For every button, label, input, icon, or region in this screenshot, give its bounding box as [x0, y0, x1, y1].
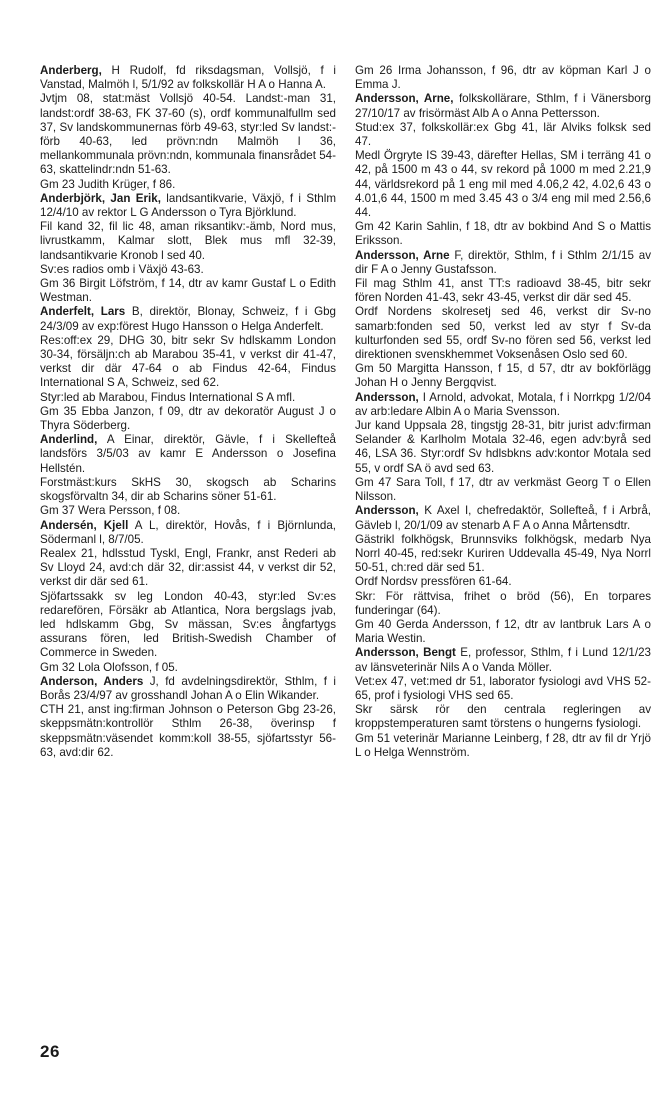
entry-paragraph: Gm 32 Lola Olofsson, f 05.	[40, 660, 178, 674]
entry-paragraph: Gm 37 Wera Persson, f 08.	[40, 504, 181, 518]
entry-paragraph: Fil mag Sthlm 41, anst TT:s radioavd 38-45, bitr sekr fören Norden 41-43, sekr 43-45, verkst dir där sed 45.	[355, 277, 651, 305]
entry-paragraph: Forstmäst:kurs SkHS 30, skogsch ab Scharins skogsförvaltn 34, dir ab Scharins söner 51-61.	[40, 475, 336, 504]
entry-paragraph: Jvtjm 08, stat:mäst Vollsjö 40-54. Landst:-man 31, landst:ordf 38-63, FK 37-60 (s), ordf kommunalfullm sed 37, Sv landskommunernas förb 49-63, styr:led Sv landst:-förb 40-63, led prövn:ndn Malmöh l 36, mellankommunala prövn:ndn, kommunala finansrådet 54-63, skattelindr:ndn 51-63.	[40, 92, 336, 177]
entry-paragraph: Skr: För rättvisa, frihet o bröd (56), En torpares funderingar (64).	[355, 589, 651, 617]
entry-andersson-arne	[355, 92, 651, 248]
entry-name: Andersson,	[355, 390, 419, 404]
entry-paragraph: Gm 40 Gerda Andersson, f 12, dtr av lantbruk Lars A o Maria Westin.	[355, 617, 651, 646]
entry-andersson-arne-f	[355, 249, 651, 391]
entry-intro: A Einar, direktör, Gävle, f i Skellefteå landsförs 3/5/03 av kamr E Andersson o Josefina Hellstén.	[40, 433, 336, 475]
entry-paragraph: Gm 23 Judith Krüger, f 86.	[40, 177, 176, 191]
entry-paragraph: Ordf Nordsv pressfören 61-64.	[355, 575, 512, 589]
entry-paragraph: CTH 21, anst ing:firman Johnson o Peterson Gbg 23-26, skeppsmätn:kontrollör Sthlm 26-38, överinsp f skeppsmätn:väsendet komm:koll 38-55, sjöfartsstyr 56-63, avd:dir 62.	[40, 703, 336, 759]
entry-andersson-bengt	[355, 646, 651, 760]
entry-name: Andersson,	[355, 504, 419, 518]
entry-andersson-axel	[355, 504, 651, 646]
entry-head	[40, 519, 336, 547]
entry-paragraph: Styr:led ab Marabou, Findus International S A mfl.	[40, 390, 296, 404]
entry-intro: A L, direktör, Hovås, f i Björnlunda, Södermanl l, 8/7/05.	[40, 518, 336, 546]
entry-anderlind	[40, 433, 336, 518]
entry-paragraph: Gm 50 Margitta Hansson, f 15, d 57, dtr av bokförlägg Johan H o Jenny Bergqvist.	[355, 362, 651, 390]
entry-intro: J, fd avdelningsdirektör, Sthlm, f i Borås 23/4/97 av grosshandl Johan A o Elin Wikander.	[40, 674, 336, 702]
entry-intro: K Axel I, chefredaktör, Solleftеå, f i Arbrå, Gävleb l, 20/1/09 av stenarb A F A o Anna Mårtensdtr.	[355, 504, 651, 532]
entry-name: Andersson, Bengt	[355, 646, 456, 660]
page-number: 26	[40, 1042, 60, 1061]
entry-paragraph: Sjöfartssakk sv leg London 40-43, styr:led Sv:es redarefören, Försäkr ab Atlantica, Nora bergslags jvab, led hdlskamm Gbg, Sv mässan, Sv:es ångfartygs assurans fören, led British-Swedish Chamber of Commerce in Sweden.	[40, 589, 336, 660]
entry-paragraph: Gm 36 Birgit Löfström, f 14, dtr av kamr Gustaf L o Edith Westman.	[40, 277, 336, 305]
entry-paragraph: Sv:es radios omb i Växjö 43-63.	[40, 262, 204, 276]
entry-name: Anderfelt, Lars	[40, 305, 126, 319]
entry-name: Anderberg,	[40, 64, 102, 77]
entry-intro: landsantikvarie, Växjö, f i Sthlm 12/4/10 av rektor L G Andersson o Tyra Björklund.	[40, 191, 336, 220]
entry-andersson-arnold	[355, 391, 651, 505]
entry-anderson-anders	[40, 675, 336, 760]
entry-head	[355, 391, 651, 419]
entry-continuation	[355, 64, 651, 92]
entry-paragraph: Jur kand Uppsala 28, tingstjg 28-31, bitr jurist adv:firman Selander & Karlholm Motala 32-46, egen adv:byrå sed 46, LSA 36. Styr:ordf Sv hdlsbkns adv:kontor Motala sed 55, v ordf SA ö avd sed 63.	[355, 419, 651, 475]
left-column	[40, 64, 336, 760]
entry-paragraph: Gm 42 Karin Sahlin, f 18, dtr av bokbind And S o Mattis Eriksson.	[355, 220, 651, 248]
entry-intro: H Rudolf, fd riksdagsman, Vollsjö, f i Vanstad, Malmöh l, 5/1/92 av folkskollär H A o Hanna A.	[40, 64, 336, 92]
entry-intro: F, direktör, Sthlm, f i Sthlm 2/1/15 av dir F A o Jenny Gustafsson.	[355, 248, 651, 276]
entry-paragraph: Ordf Nordens skolresetj sed 46, verkst dir Sv-no samarb:fonden sed 50, verkst led av styr f Sv-da kulturfonden sed 55, ordf Sv-no fören sed 56, verkst led direktionen svenskhemmet Voksenåsen Oslo sed 60.	[355, 305, 651, 362]
entry-name: Andersén, Kjell	[40, 518, 129, 532]
entry-head	[40, 64, 336, 92]
entry-intro: I Arnold, advokat, Motala, f i Norrkpg 1/2/04 av arb:ledare Albin A o Maria Svensson.	[355, 390, 651, 418]
entry-name: Anderlind,	[40, 433, 98, 447]
entry-head	[40, 433, 336, 476]
entry-head	[355, 249, 651, 277]
entry-head	[40, 192, 336, 220]
entry-anderbjork	[40, 192, 336, 306]
entry-intro: B, direktör, Blonay, Schweiz, f i Gbg 24/3/09 av exp:förest Hugo Hansson o Helga Anderfelt.	[40, 305, 336, 333]
entry-name: Andersson, Arne,	[355, 92, 454, 106]
entry-head	[355, 504, 651, 532]
entry-paragraph: Stud:ex 37, folkskollär:ex Gbg 41, lär Alviks folksk sed 47.	[355, 120, 651, 149]
entry-head	[355, 92, 651, 120]
entry-head	[40, 675, 336, 703]
entry-paragraph: Fil kand 32, fil lic 48, aman riksantikv:-ämb, Nord mus, livrustkamm, Kalmar slott, Blek mus mfl 32-39, landsantikvarie Kronob l sed 40.	[40, 220, 336, 262]
entry-andersen	[40, 519, 336, 675]
entry-paragraph: Gästrikl folkhögsk, Brunnsviks folkhögsk, medarb Nya Norrl 40-45, red:sekr Kuriren Uddevalla 45-49, Nya Norrl 50-51, ch:red där sed 51.	[355, 532, 651, 575]
entry-name: Anderbjörk, Jan Erik,	[40, 191, 161, 205]
entry-paragraph: Realex 21, hdlsstud Tyskl, Engl, Frankr, anst Rederi ab Sv Lloyd 24, avd:ch där 32, dir:assist 44, v verkst dir 52, verkst dir där sed 61.	[40, 546, 336, 589]
entry-head	[355, 646, 651, 674]
entry-paragraph: Gm 51 veterinär Marianne Leinberg, f 28, dtr av fil dr Yrjö L o Helga Wennström.	[355, 731, 651, 759]
right-column	[355, 64, 651, 760]
entry-intro: folkskollärare, Sthlm, f i Vänersborg 27/10/17 av frisörmäst Alb A o Anna Pettersson.	[355, 92, 651, 120]
entry-paragraph: Gm 47 Sara Toll, f 17, dtr av verkmäst Georg T o Ellen Nilsson.	[355, 475, 651, 504]
entry-anderfelt	[40, 305, 336, 433]
entry-name: Andersson, Arne	[355, 248, 450, 262]
entry-paragraph: Skr särsk rör den centrala regleringen av kroppstemperaturen samt törstens o hungerns fysiologi.	[355, 703, 651, 731]
entry-paragraph: Res:off:ex 29, DHG 30, bitr sekr Sv hdlskamm London 30-34, försäljn:ch ab Marabou 35-41, v verkst dir 41-47, verkst dir där 47-64 o ab Findus 42-64, Findus International S A, Schweiz, sed 62.	[40, 333, 336, 390]
entry-paragraph: Gm 35 Ebba Janzon, f 09, dtr av dekoratör August J o Thyra Söderberg.	[40, 404, 336, 433]
entry-paragraph: Gm 26 Irma Johansson, f 96, dtr av köpman Karl J o Emma J.	[355, 64, 651, 92]
entry-head	[40, 305, 336, 333]
entry-name: Anderson, Anders	[40, 674, 144, 688]
entry-intro: E, professor, Sthlm, f i Lund 12/1/23 av länsveterinär Nils A o Vanda Möller.	[355, 646, 651, 674]
entry-paragraph: Vet:ex 47, vet:med dr 51, laborator fysiologi avd VHS 52-65, prof i fysiologi VHS sed 65.	[355, 674, 651, 702]
entry-anderberg	[40, 64, 336, 192]
entry-paragraph: Medl Örgryte IS 39-43, därefter Hellas, SM i terräng 41 o 42, på 1500 m 43 o 44, sv rekord på 1000 m med 2.21,9 44, världsrekord på 1 eng mil med 4.06,2 42, 4.02,6 43 o 4.01,6 44, 1500 m med 3.45 43 o 3/4 eng mil med 2.56,6 44.	[355, 149, 651, 220]
